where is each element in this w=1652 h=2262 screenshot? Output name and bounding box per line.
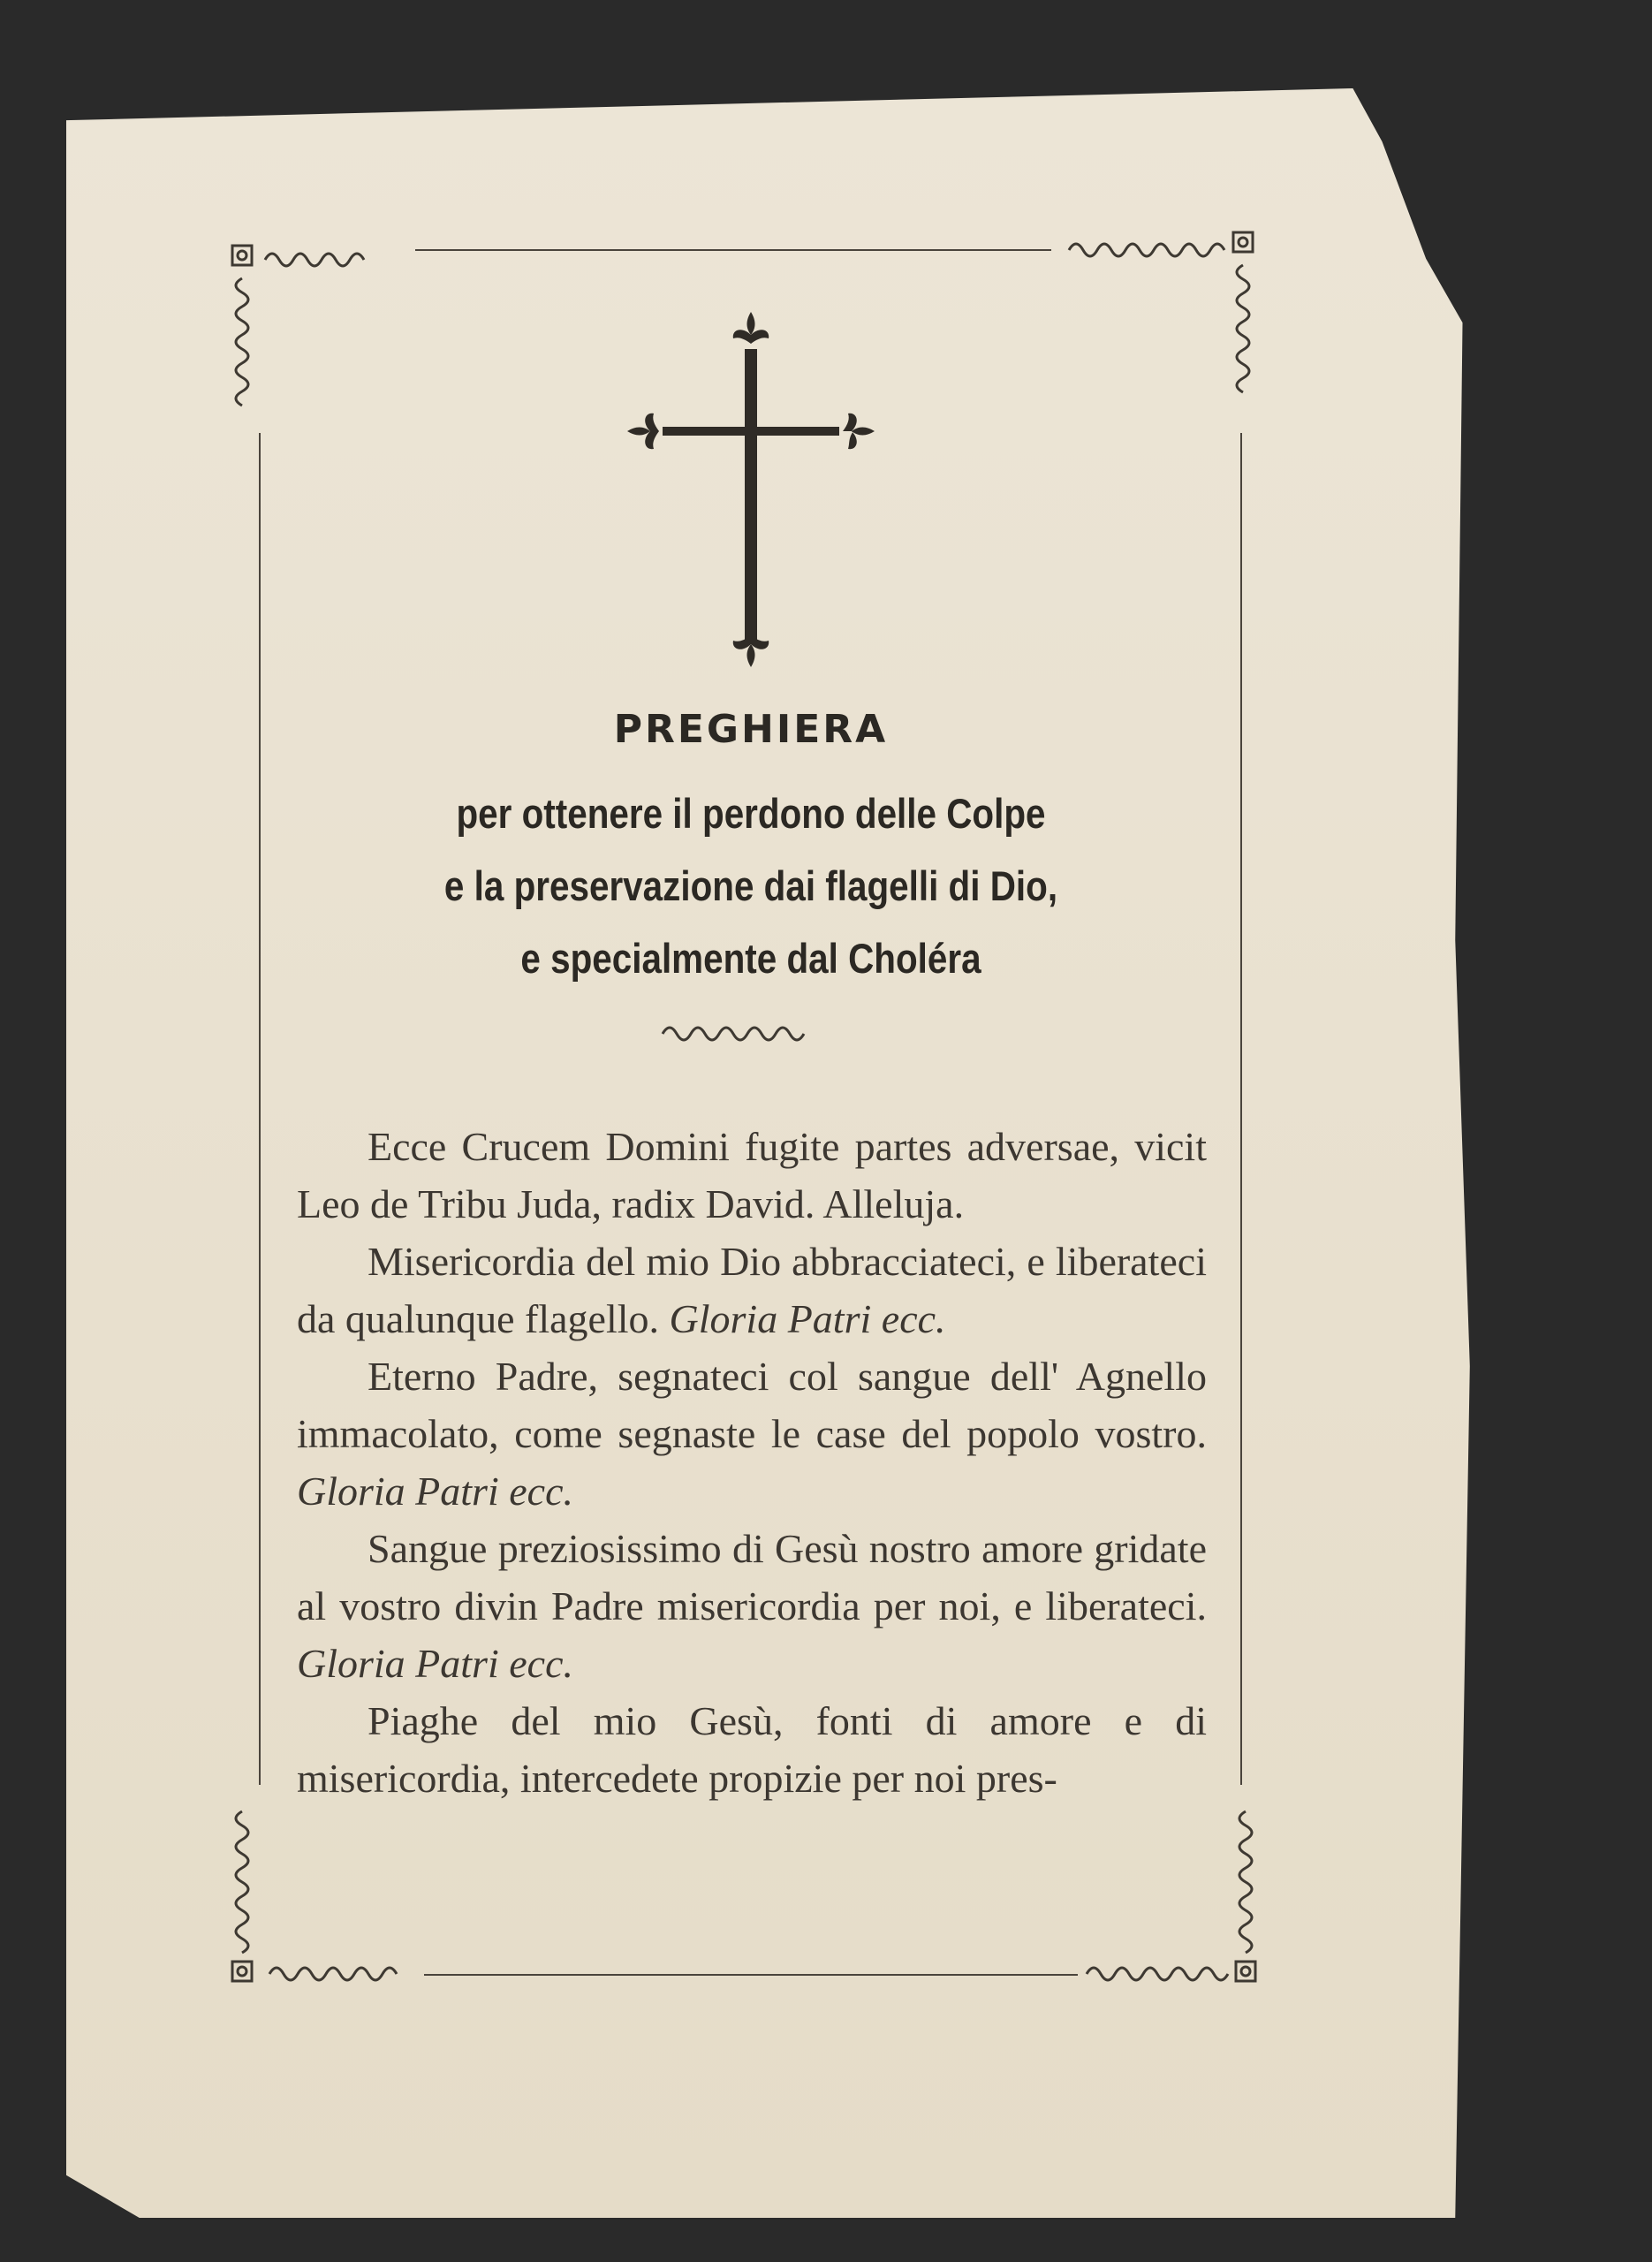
corner-ornament-top-left <box>225 239 420 442</box>
paragraph: Misericordia del mio Dio abbracciateci, e liberateci da qualunque flagello. Gloria Patri ecc. <box>297 1239 1207 1341</box>
frame-top-line <box>415 249 1051 251</box>
corner-ornament-bottom-left <box>225 1803 437 2006</box>
prayer-body <box>297 1118 1207 1807</box>
subtitle <box>333 778 1169 995</box>
paragraph: Ecce Crucem Domini fugite partes adversae, vicit Leo de Tribu Juda, radix David. Alleluja. <box>297 1124 1207 1226</box>
paragraph: Sangue preziosissimo di Gesù nostro amore gridate al vostro divin Padre misericordia per noi, e liberateci. Gloria Patri ecc. <box>297 1526 1207 1686</box>
paragraph: Eterno Padre, segnateci col sangue dell' Agnello immacolato, come segnaste le case del popolo vostro. Gloria Patri ecc. <box>297 1354 1207 1514</box>
frame-left-line <box>259 433 261 1785</box>
page-title: PREGHIERA <box>613 707 889 752</box>
subtitle-line-2: e la preservazione dai flagelli di Dio, <box>443 862 1058 909</box>
paragraph: Piaghe del mio Gesù, fonti di amore e di misericordia, intercedete propizie per noi pres- <box>297 1698 1207 1801</box>
corner-ornament-top-right <box>1060 225 1272 437</box>
wavy-divider-icon <box>658 1021 817 1047</box>
corner-ornament-bottom-right <box>1073 1803 1285 2006</box>
subtitle-line-3: e specialmente dal Choléra <box>520 935 981 982</box>
subtitle-line-1: per ottenere il perdono delle Colpe <box>456 790 1046 837</box>
frame-right-line <box>1240 433 1242 1785</box>
frame-bottom-line <box>424 1974 1078 1976</box>
cross-icon <box>618 305 883 676</box>
